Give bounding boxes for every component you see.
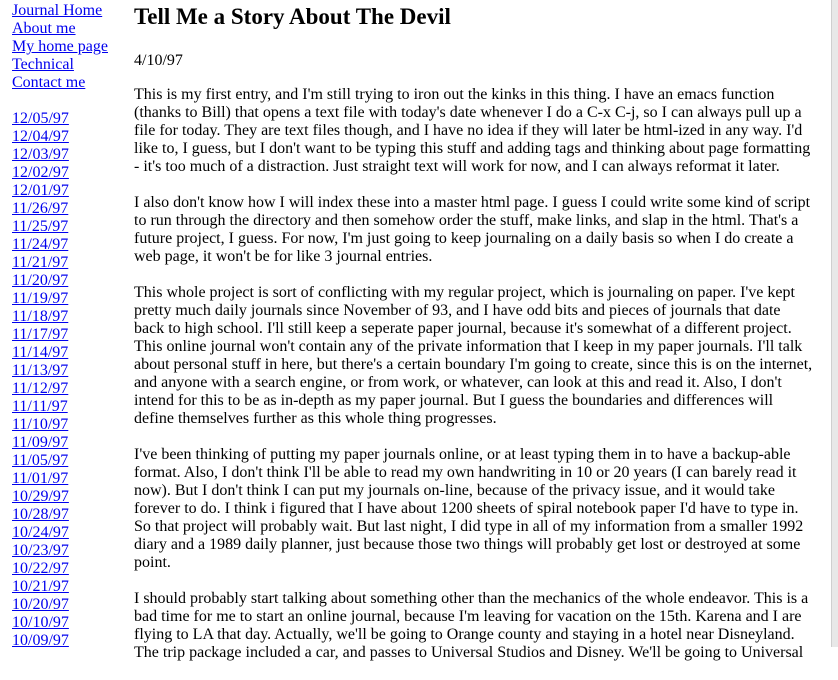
nav-link-my-home-page[interactable]: My home page: [12, 38, 108, 55]
archive-date-list: [12, 110, 122, 650]
archive-date-link[interactable]: 10/20/97: [12, 596, 69, 613]
entry-paragraph: This whole project is sort of conflicting with my regular project, which is journaling on paper. I've kept pretty much daily journals since November of 93, and I have odd bits and pieces of journals that date back to high school. I'll still keep a seperate paper journal, because it's somewhat of a different project. This online journal won't contain any of the private information that I keep in my paper journals. I'll talk about personal stuff in here, but there's a certain boundary I'm going to create, since this is on the internet, and anyone with a search engine, or from work, or whatever, can look at this and read it. Also, I don't intend for this to be as in-depth as my paper journal. But I guess the boundaries and differences will define themselves further as this whole thing progresses.: [134, 284, 813, 427]
journal-entry: [134, 0, 814, 680]
archive-date-link[interactable]: 11/24/97: [12, 236, 69, 253]
archive-date-link[interactable]: 11/18/97: [12, 308, 69, 325]
archive-date-link[interactable]: 12/03/97: [12, 146, 69, 163]
archive-date-link[interactable]: 10/29/97: [12, 488, 69, 505]
archive-date-link[interactable]: 11/12/97: [12, 380, 69, 397]
archive-date-link[interactable]: 10/21/97: [12, 578, 69, 595]
archive-date-link[interactable]: 11/20/97: [12, 272, 69, 289]
entry-paragraph: I should probably start talking about something other than the mechanics of the whole endeavor. This is a bad time for me to start an online journal, because I'm leaving for vacation on the 15th. Karena and I are flying to LA that day. Actually, we'll be going to Orange county and staying in a hotel near Disneyland. The trip package included a car, and passes to Universal Studios and Disney. We'll be going to Universal: [134, 590, 809, 661]
nav-links: [12, 2, 122, 92]
entry-paragraph: I also don't know how I will index these into a master html page. I guess I could write some kind of script to run through the directory and then somehow order the stuff, make links, and slap in the html. That's a future project, I guess. For now, I'm just going to keep journaling on a daily basis so when I do create a web page, it won't be for like 3 journal entries.: [134, 194, 811, 265]
archive-date-link[interactable]: 10/24/97: [12, 524, 69, 541]
archive-date-link[interactable]: 10/10/97: [12, 614, 69, 631]
archive-date-link[interactable]: 11/01/97: [12, 470, 69, 487]
archive-date-link[interactable]: 12/04/97: [12, 128, 69, 145]
archive-date-link[interactable]: 11/25/97: [12, 218, 69, 235]
nav-link-technical[interactable]: Technical: [12, 56, 74, 73]
vertical-scrollbar[interactable]: [831, 0, 838, 647]
archive-date-link[interactable]: 10/22/97: [12, 560, 69, 577]
page-title: Tell Me a Story About The Devil: [134, 4, 451, 29]
archive-date-link[interactable]: 12/05/97: [12, 110, 69, 127]
sidebar: [12, 2, 122, 650]
archive-date-link[interactable]: 12/02/97: [12, 164, 69, 181]
entry-date: 4/10/97: [134, 52, 183, 69]
archive-date-link[interactable]: 11/14/97: [12, 344, 69, 361]
archive-date-link[interactable]: 11/05/97: [12, 452, 69, 469]
archive-date-link[interactable]: 11/21/97: [12, 254, 69, 271]
archive-date-link[interactable]: 12/01/97: [12, 182, 69, 199]
archive-date-link[interactable]: 10/28/97: [12, 506, 69, 523]
nav-link-about-me[interactable]: About me: [12, 20, 76, 37]
nav-link-journal-home[interactable]: Journal Home: [12, 2, 103, 19]
entry-paragraph: I've been thinking of putting my paper journals online, or at least typing them in to have a backup-able format. Also, I don't think I'll be able to read my own handwriting in 10 or 20 years (I can barely read it now). But I don't think I can put my journals on-line, because of the privacy issue, and it would take forever to do. I think i figured that I have about 1200 sheets of spiral notebook paper I'd have to type in. So that project will probably wait. But last night, I did type in all of my information from a smaller 1992 diary and a 1989 daily planner, just because those two things will probably get lost or destroyed at some point.: [134, 446, 804, 571]
archive-date-link[interactable]: 11/17/97: [12, 326, 69, 343]
entry-paragraph: This is my first entry, and I'm still trying to iron out the kinks in this thing. I have an emacs function (thanks to Bill) that opens a text file with today's date whenever I do a C-x C-j, so I can always pull up a file for today. They are text files though, and I have no idea if they will later be html-ized in any way. I'd like to, I guess, but I don't want to be typing this stuff and adding tags and thinking about page formatting - it's too much of a distraction. Just straight text will work for now, and I can always reformat it later.: [134, 86, 811, 175]
archive-date-link[interactable]: 11/09/97: [12, 434, 69, 451]
archive-date-link[interactable]: 11/26/97: [12, 200, 69, 217]
archive-date-link[interactable]: 11/10/97: [12, 416, 69, 433]
archive-date-link[interactable]: 10/09/97: [12, 632, 69, 649]
archive-date-link[interactable]: 10/23/97: [12, 542, 69, 559]
archive-date-link[interactable]: 11/13/97: [12, 362, 69, 379]
archive-date-link[interactable]: 11/11/97: [12, 398, 68, 415]
nav-link-contact-me[interactable]: Contact me: [12, 74, 86, 91]
archive-date-link[interactable]: 11/19/97: [12, 290, 69, 307]
